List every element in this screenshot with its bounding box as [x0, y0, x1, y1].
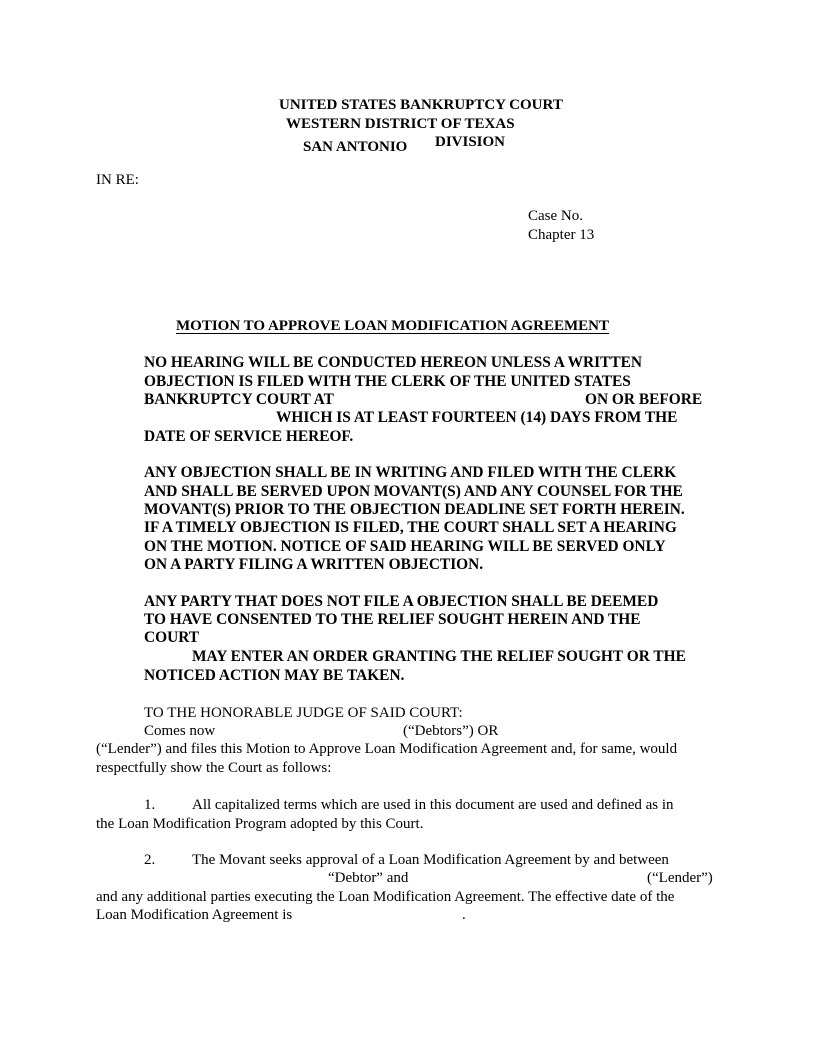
notice-3-line-5: NOTICED ACTION MAY BE TAKEN.	[144, 667, 405, 684]
case-number-label: Case No.	[528, 208, 583, 224]
division-label: DIVISION	[435, 134, 506, 150]
notice-3-line-2: TO HAVE CONSENTED TO THE RELIEF SOUGHT HEREIN AND THE	[144, 611, 641, 628]
district-name: WESTERN DISTRICT OF TEXAS	[286, 116, 515, 132]
notice-1-line-2: OBJECTION IS FILED WITH THE CLERK OF THE UNITED STATES	[144, 373, 631, 390]
debtors-or: (“Debtors”) OR	[403, 723, 499, 739]
notice-1-line-4: WHICH IS AT LEAST FOURTEEN (14) DAYS FROM THE	[276, 409, 678, 426]
notice-3-line-4: MAY ENTER AN ORDER GRANTING THE RELIEF SOUGHT OR THE	[192, 648, 686, 665]
notice-1-line-1: NO HEARING WILL BE CONDUCTED HEREON UNLESS A WRITTEN	[144, 354, 643, 371]
respectfully-line: respectfully show the Court as follows:	[96, 760, 332, 776]
notice-1-line-5: DATE OF SERVICE HEREOF.	[144, 428, 354, 445]
notice-2-line-2: AND SHALL BE SERVED UPON MOVANT(S) AND ANY COUNSEL FOR THE	[144, 483, 683, 500]
notice-3-line-3: COURT	[144, 629, 200, 646]
division-city: SAN ANTONIO	[303, 139, 408, 155]
notice-3-line-1: ANY PARTY THAT DOES NOT FILE A OBJECTION SHALL BE DEEMED	[144, 593, 659, 610]
notice-2-line-5: ON THE MOTION. NOTICE OF SAID HEARING WILL BE SERVED ONLY	[144, 538, 666, 555]
notice-2-line-3: MOVANT(S) PRIOR TO THE OBJECTION DEADLINE SET FORTH HEREIN.	[144, 501, 685, 518]
salutation: TO THE HONORABLE JUDGE OF SAID COURT:	[144, 705, 463, 721]
paragraph-2-line-4: Loan Modification Agreement is	[96, 907, 293, 923]
comes-now: Comes now	[144, 723, 216, 739]
notice-1-line-3b: ON OR BEFORE	[585, 391, 703, 408]
paragraph-2-period: .	[462, 907, 466, 923]
document-title: MOTION TO APPROVE LOAN MODIFICATION AGREEMENT	[176, 318, 609, 334]
notice-2-line-1: ANY OBJECTION SHALL BE IN WRITING AND FILED WITH THE CLERK	[144, 464, 677, 481]
notice-1-line-3a: BANKRUPTCY COURT AT	[144, 391, 334, 408]
court-name: UNITED STATES BANKRUPTCY COURT	[279, 97, 563, 113]
paragraph-1-line-1: All capitalized terms which are used in this document are used and defined as in	[192, 797, 674, 813]
in-re-label: IN RE:	[96, 172, 139, 188]
notice-2-line-6: ON A PARTY FILING A WRITTEN OBJECTION.	[144, 556, 484, 573]
lender-line: (“Lender”) and files this Motion to Approve Loan Modification Agreement and, for same, would	[96, 741, 678, 757]
paragraph-2-line-3: and any additional parties executing the Loan Modification Agreement. The effective date of the	[96, 889, 675, 905]
paragraph-2-number: 2.	[144, 852, 156, 868]
paragraph-1-number: 1.	[144, 797, 156, 813]
paragraph-2-debtor: “Debtor” and	[328, 870, 409, 886]
paragraph-2-line-1: The Movant seeks approval of a Loan Modification Agreement by and between	[192, 852, 669, 868]
chapter-label: Chapter 13	[528, 227, 595, 243]
paragraph-1-line-2: the Loan Modification Program adopted by this Court.	[96, 816, 424, 832]
notice-2-line-4: IF A TIMELY OBJECTION IS FILED, THE COURT SHALL SET A HEARING	[144, 519, 677, 536]
paragraph-2-lender: (“Lender”)	[647, 870, 713, 886]
